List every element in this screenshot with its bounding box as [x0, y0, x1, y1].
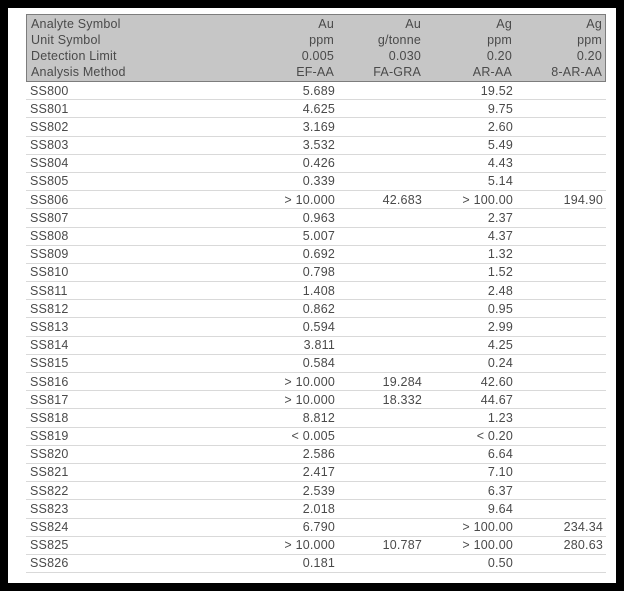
table-row: [26, 300, 606, 318]
sample-id: SS808: [30, 229, 69, 243]
table-row: [26, 209, 606, 227]
table-row: [26, 464, 606, 482]
value-ag-ppm: 1.32: [487, 247, 513, 262]
header-value-col1: ppm: [309, 33, 334, 47]
sample-id: SS818: [30, 410, 69, 425]
sample-id: SS810: [30, 265, 69, 280]
value-ag-ppm: 6.37: [487, 483, 513, 498]
value-ag-ppm: 4.25: [487, 338, 513, 353]
sample-id: SS807: [30, 210, 69, 225]
sample-id: SS809: [30, 247, 69, 262]
value-au-ppm: 0.584: [302, 356, 335, 371]
value-ag-ppm: 2.99: [487, 319, 513, 334]
table-body: [26, 82, 606, 573]
table-row: [26, 482, 606, 500]
table-row: [26, 318, 606, 336]
value-au-ppm: 0.339: [302, 174, 335, 189]
value-au-ppm: 1.408: [302, 283, 335, 298]
value-au-ppm: 0.594: [302, 319, 335, 334]
value-ag-ppm: 7.10: [487, 465, 513, 480]
sample-id: SS803: [30, 138, 69, 153]
value-au-ppm: > 10.000: [284, 374, 335, 389]
sample-id: SS805: [30, 174, 69, 189]
value-au-ppm: 5.007: [302, 229, 335, 243]
value-au-gtonne: 10.787: [382, 538, 422, 553]
table-row: [26, 118, 606, 136]
table-row: [26, 537, 606, 555]
sample-id: SS823: [30, 501, 69, 516]
value-ag-ppm: > 100.00: [462, 520, 513, 534]
value-ag-ppm: 1.52: [487, 265, 513, 280]
header-value-col2: Au: [405, 17, 421, 31]
table-row: [26, 500, 606, 518]
sample-id: SS813: [30, 319, 69, 334]
table-row: [26, 391, 606, 409]
sample-id: SS802: [30, 119, 69, 134]
table-row: [26, 173, 606, 191]
header-value-col1: EF-AA: [296, 65, 334, 79]
table-row: [26, 137, 606, 155]
value-ag-ppm: 0.24: [487, 356, 513, 371]
value-au-ppm: > 10.000: [284, 192, 335, 207]
value-ag-ppm: 44.67: [480, 392, 513, 407]
sample-id: SS814: [30, 338, 69, 353]
sample-id: SS812: [30, 301, 69, 316]
value-ag-ppm: 2.60: [487, 119, 513, 134]
value-au-ppm: 3.811: [303, 338, 335, 353]
table-row: [26, 228, 606, 246]
value-ag-ppm: 1.23: [487, 410, 513, 425]
header-value-col3: 0.20: [486, 49, 512, 63]
value-au-ppm: 5.689: [302, 83, 335, 98]
header-row-label: Analysis Method: [31, 65, 126, 79]
value-au-ppm: 2.018: [302, 501, 335, 516]
sample-id: SS801: [30, 101, 69, 116]
header-value-col1: 0.005: [301, 49, 334, 63]
value-au-ppm: 3.169: [302, 119, 335, 134]
header-value-col4: ppm: [577, 33, 602, 47]
table-row: [26, 82, 606, 100]
header-row-label: Analyte Symbol: [31, 17, 121, 31]
sample-id: SS820: [30, 447, 69, 462]
value-au-ppm: 4.625: [302, 101, 335, 116]
header-value-col4: 0.20: [576, 49, 602, 63]
value-au-ppm: > 10.000: [284, 538, 335, 553]
value-ag-ppm: > 100.00: [462, 538, 513, 553]
value-ag-ppm: 6.64: [487, 447, 513, 462]
table-row: [26, 446, 606, 464]
header-value-col3: AR-AA: [472, 65, 512, 79]
header-value-col4: Ag: [586, 17, 602, 31]
header-row: [27, 16, 605, 32]
sample-id: SS819: [30, 429, 69, 444]
value-au-ppm: 8.812: [302, 410, 335, 425]
table-row: [26, 519, 606, 537]
table-row: [26, 428, 606, 446]
header-row: [27, 64, 605, 80]
sample-id: SS826: [30, 556, 69, 571]
value-au-ppm: 0.181: [302, 556, 335, 571]
header-value-col2: g/tonne: [377, 33, 421, 47]
table-header-box: [26, 14, 606, 82]
sample-id: SS806: [30, 192, 69, 207]
header-value-col1: Au: [318, 17, 334, 31]
table-row: [26, 246, 606, 264]
table-row: [26, 555, 606, 573]
header-value-col4: 8-AR-AA: [551, 65, 602, 79]
header-value-col3: Ag: [496, 17, 512, 31]
value-ag-ppm: 5.14: [487, 174, 513, 189]
header-row: [27, 32, 605, 48]
value-ag-ppm: 4.43: [487, 156, 513, 171]
value-au-gtonne: 18.332: [382, 392, 422, 407]
table-row: [26, 337, 606, 355]
value-ag-ppm: 0.50: [487, 556, 513, 571]
table-row: [26, 100, 606, 118]
value-ag-ppm: 9.75: [487, 101, 513, 116]
sample-id: SS815: [30, 356, 69, 371]
value-au-ppm: 2.586: [302, 447, 335, 462]
value-ag-ppm-2: 280.63: [563, 538, 603, 553]
sample-id: SS804: [30, 156, 69, 171]
value-au-ppm: 3.532: [302, 138, 335, 153]
header-value-col2: FA-GRA: [373, 65, 421, 79]
sample-id: SS817: [30, 392, 69, 407]
sample-id: SS811: [30, 283, 68, 298]
value-au-ppm: 2.539: [302, 483, 335, 498]
header-row: [27, 48, 605, 64]
header-row-label: Detection Limit: [31, 49, 117, 63]
value-au-ppm: 0.692: [302, 247, 335, 262]
value-ag-ppm: 9.64: [487, 501, 513, 516]
value-ag-ppm: > 100.00: [462, 192, 513, 207]
value-ag-ppm: 19.52: [480, 83, 513, 98]
value-ag-ppm: 0.95: [487, 301, 513, 316]
value-au-ppm: 0.426: [302, 156, 335, 171]
value-ag-ppm: 4.37: [487, 229, 513, 243]
header-row-label: Unit Symbol: [31, 33, 101, 47]
value-ag-ppm: 2.37: [487, 210, 513, 225]
table-row: [26, 409, 606, 427]
value-ag-ppm: < 0.20: [476, 429, 513, 444]
table-row: [26, 155, 606, 173]
table-row: [26, 264, 606, 282]
value-au-ppm: 2.417: [302, 465, 335, 480]
value-au-gtonne: 42.683: [382, 192, 422, 207]
value-au-ppm: > 10.000: [284, 392, 335, 407]
value-ag-ppm: 2.48: [487, 283, 513, 298]
value-au-ppm: < 0.005: [291, 429, 335, 444]
value-au-ppm: 0.963: [302, 210, 335, 225]
sample-id: SS822: [30, 483, 69, 498]
sample-id: SS825: [30, 538, 69, 553]
value-ag-ppm: 42.60: [480, 374, 513, 389]
table-row: [26, 373, 606, 391]
sample-id: SS800: [30, 83, 69, 98]
sample-id: SS816: [30, 374, 69, 389]
value-au-ppm: 0.862: [302, 301, 335, 316]
value-au-ppm: 0.798: [302, 265, 335, 280]
value-au-gtonne: 19.284: [382, 374, 422, 389]
value-ag-ppm: 5.49: [487, 138, 513, 153]
sample-id: SS824: [30, 520, 69, 534]
table-row: [26, 282, 606, 300]
sample-id: SS821: [30, 465, 69, 480]
value-ag-ppm-2: 194.90: [563, 192, 603, 207]
header-value-col3: ppm: [487, 33, 512, 47]
header-value-col2: 0.030: [388, 49, 421, 63]
table-row: [26, 355, 606, 373]
value-au-ppm: 6.790: [302, 520, 335, 534]
value-ag-ppm-2: 234.34: [563, 520, 603, 534]
table-row: [26, 191, 606, 209]
